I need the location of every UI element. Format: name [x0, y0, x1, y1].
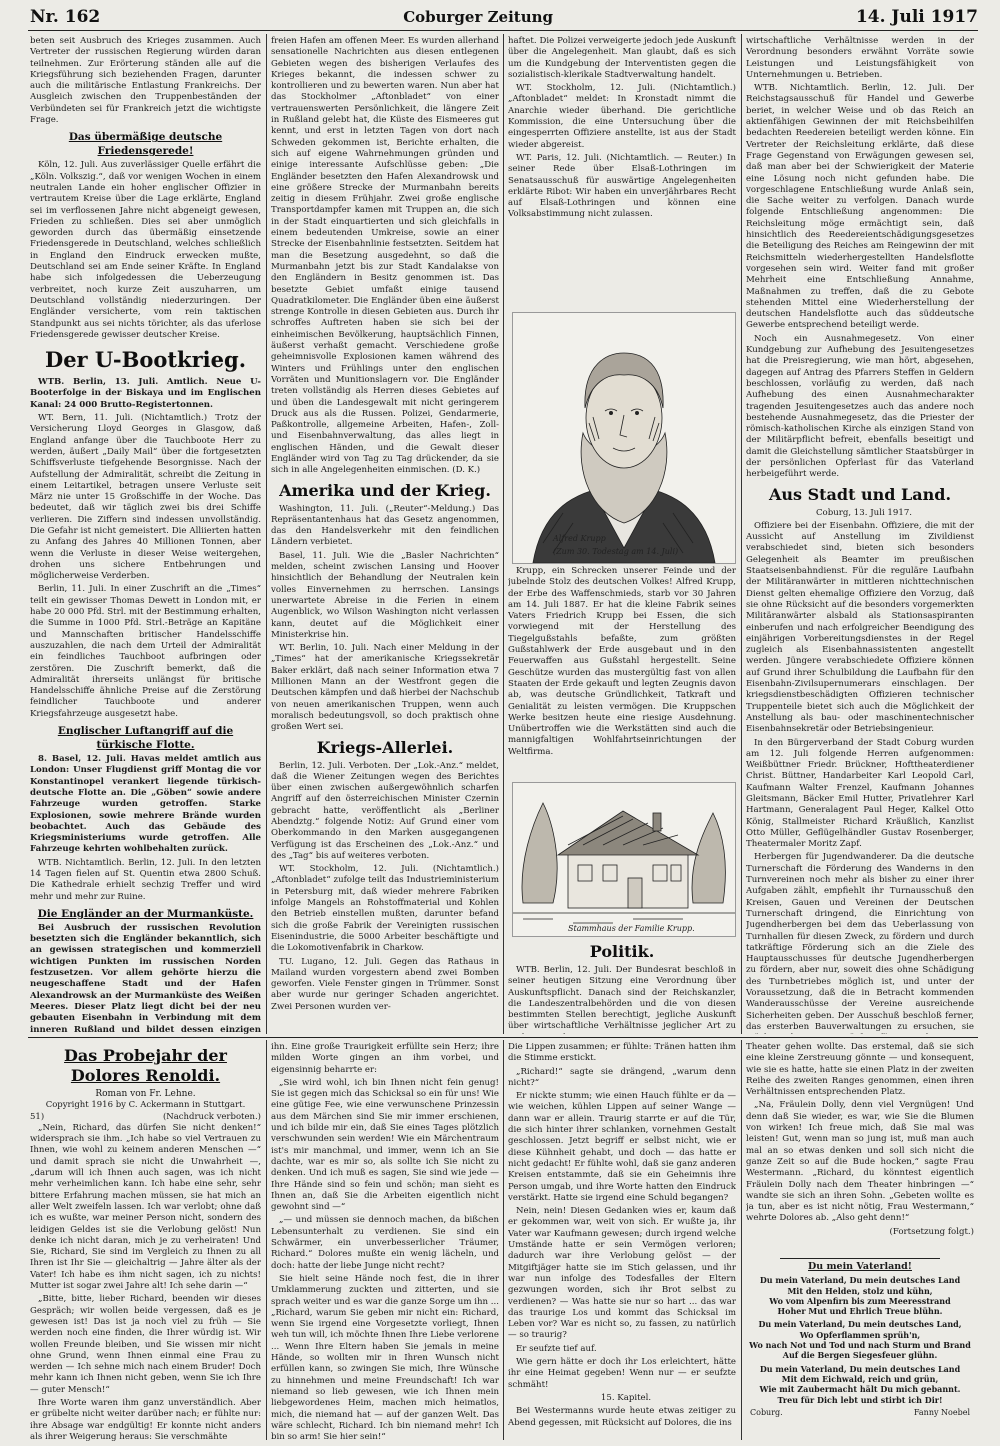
- poem-stanza: [746, 1364, 974, 1405]
- poem-line: Du mein Vaterland, Du mein deutsches Land: [759, 1363, 961, 1374]
- column-rule: [741, 1040, 742, 1440]
- article-text: Herbergen für Jugendwanderer. Da die deutsche Turnerschaft die Förderung des Wanderns in den Turnvereinen noch mehr als bisher zu einer ihrer Aufgaben zählt, empfiehlt ihr Turnausschuß den Kreisen, Gauen und Vereinen der Deutschen Turnerschaft dringend, die Einrichtung von Jugendherbergen bei dem das Ueberlassung von Turnhallen für diesen Zweck, zu fördern und durch tatkräftige Förderung sich an die Ziele des Hauptausschusses für deutsche Jugendherbergen zu fördern, aber nur, soweit dies ohne Schädigung des Turnbetriebes möglich ist, und unter der Voraussetzung, daß die in Betracht kommenden Wanderausschüsse der Vereine ausreichende Sicherheiten geben. Der Ausschuß beschloß ferner, das ersterben Bauverwaltungen zu ersuchen, sie: [746, 852, 974, 1032]
- poem-line: Wie mit Zaubermacht hält Du mich gebannt.: [759, 1384, 961, 1395]
- poem-line: Mit dem Eichwald, reich und grün,: [781, 1373, 939, 1384]
- headline-murmankueste: Die Engländer an der Murmanküste.: [37, 907, 254, 920]
- poem-line: Du mein Vaterland, Du mein deutsches Land,: [758, 1319, 962, 1330]
- article-text: In den Bürgerverband der Stadt Coburg wurden am 12. Juli folgende Herren aufgenommen: Weißbüttner Friedr. Brückner, Hofttheaterdiener Christ. Büttner, Handarbeiter Karl Leopold Carl, Kaufmann Walter Frenzel, Kaufmann Johannes Gleitsmann, Bäcker Emil Hutter, Privatlehrer Karl Hartmann, Generalagent Paul Heger, Kalkel Otto König, Stallmeister Richard Kräußlich, Kanzlist Otto Müller, Geflügelhändler Gustav Rosenberger, Theatermaler Moritz Zapf.: [746, 737, 974, 850]
- article-text: Offiziere bei der Eisenbahn. Offiziere, die mit der Aussicht auf Anstellung im Zivildienst verabschiedet sind, bieten sich besonders Gelegenheit als Beamter im preußischen Staatseisenbahndienst. Für die reguläre Laufbahn der Militäranwärter in mittleren nichttechnischen Dienst gelten ehemalige Offiziere den Vorzug, daß sie ohne Rücksicht auf die besonders vorgemerkten Militäranwärter alsbald als Stationsaspiranten einberufen und nach erfolgreicher Beendigung des einjährigen Vorbereitungsdienstes in der Regel zugleich als Eisenbahnassistenten angestellt werden. Jüngere verabschiedete Offiziere können auf Grund ihrer Schulbildung die Laufbahn für den Eisenbahn-Zivilsupernumerars einschlagen. Der kriegsdienstbeschädigten Offizieren technischer Truppenteile bietet sich auch die Möglichkeit der Anstellung als bau- oder maschinentechnischer Eisenbahnsekretär oder Betriebsingenieur.: [746, 520, 974, 735]
- poem-author: Fanny Noebel: [913, 1407, 970, 1417]
- article-text: beten seit Ausbruch des Krieges zusammen. Auch Vertreter der russischen Regierung würden daran teilnehmen. Zur Erörterung ständen alle auf die Kriegsführung sich beziehenden Fragen, darunter auch die militärische Entlastung Frankreichs. Der Ausgleich zwischen den Truppenbeständen der Verbündeten sei für Frankreich jetzt die wichtigste Frage.: [30, 36, 261, 126]
- masthead-rule: [28, 30, 978, 31]
- article-text: WT. Stockholm, 12. Juli. (Nichtamtlich.) „Aftonbladet“ zufolge teilt das Industrieministerium in Petersburg mit, daß wieder mehrere Fabriken infolge Mangels an Rohstoffmaterial und Kohlen den Betrieb einstellen mußten, darunter befand sich die große Fabrik der Vereinigten russischen Eisenindustrie, die 5000 Arbeiter beschäftigte und die Lokomotivenfabrik in Charkow.: [271, 864, 499, 954]
- article-text: freien Hafen am offenen Meer. Es wurden allerhand sensationelle Nachrichten aus diesen entlegenen Gebieten wegen des bisherigen Verlaufes des Krieges bekannt, die indessen schwer zu kontrollieren und zu bewerten waren. Nun aber hat das Stockholmer „Aftonbladet“ von einer vertrauenswerten Persönlichkeit, die längere Zeit in Rußland gelebt hat, die Küste des Eismeeres gut kennt, und erst in letzten Tagen von dort nach Schweden gekommen ist, Berichte erhalten, die sich auf eigene Wahrnehmungen gründen und einige interessante Aufschlüsse geben: „Die Engländer besetzten den Hafen Alexandrowsk und eine größere Strecke der Murmanbahn bereits zeitig in diesem Frühjahr. Zwei große englische Transportdampfer kamen mit Truppen an, die sich in der Stadt einquartierten und sich gleichfalls in einem bedeutenden Umkreise, sowie an einer Strecke der Eisenbahnlinie festsetzten. Seitdem hat man die Besetzung ausgedehnt, so daß die Murmanbahn jetzt bis zur Stadt Kandalakse von den Engländern in Besitz genommen ist. Das besetzte Gebiet umfaßt einige tausend Quadratkilometer. Die Engländer üben eine äußerst strenge Kontrolle in diesen Gebieten aus. Durch ihr schroffes Auftreten haben sie sich bei der einheimischen Bevölkerung, hauptsächlich Finnen, äußerst verhaßt gemacht. Verschiedene große geheimnisvolle Explosionen kamen während des Winters und Frühlings unter den englischen Vorräten und Munitionslagern vor. Die Engländer treten vollständig als Herren dieses Gebietes auf und üben die Landesgewalt mit nicht geringerem Druck aus als die Russen. Polizei, Gendarmerie, Paßkontrolle, allgemeine Arbeiten, Hafen-, Zoll- und Eisenbahnverwaltung, das alles liegt in englischen Händen, und die Gewalt dieser Engländer wird von Tag zu Tag drückender, da sie sich in alle Angelegenheiten einmischen. (D. K.): [271, 36, 499, 476]
- column-rule: [266, 34, 267, 1034]
- krupp-house-illustration: [512, 782, 736, 937]
- novel-text: Er seufzte tief auf.: [516, 1343, 597, 1354]
- masthead: [30, 6, 978, 28]
- novel-installment: 51): [30, 1111, 45, 1122]
- headline-amerika: Amerika und der Krieg.: [279, 480, 491, 500]
- poem-line: Treu für Dich lebt und stirbt ich Dir!: [777, 1394, 943, 1405]
- column-2: [271, 36, 499, 1034]
- article-text: Noch ein Ausnahmegesetz. Von einer Kundgebung zur Aufhebung des Jesuitengesetzes hat die Preisregierung, wie man hört, abgesehen, dagegen auf Antrag des Pfarrers Steffen in Geldern beschlossen, vorläufig zu werden, daß nach Aufhebung des einen Ausnahmecharakter tragenden Jesuitengesetzes auch das andere noch bestehende Ausnahmegesetz, das die Priester der römisch-katholischen Kirche als einzigen Stand von der Militärpflicht befreit, ebenfalls beseitigt und damit die Gleichstellung sämtlicher Staatsbürger in der persönlichen Opferlast für das Vaterland herbeigeführt werde.: [746, 333, 974, 480]
- article-text: Krupp, ein Schrecken unserer Feinde und der jubelnde Stolz des deutschen Volkes! Alfred Krupp, der Erbe des Waffenschmieds, starb vor 30 Jahren am 14. Juli 1887. Er hat die kleine Fabrik seines Vaters Friedrich Krupp bei Essen, die sich vorwiegend mit der Herstellung des Tiegelgußstahls befaßte, zum größten Gußstahlwerk der Erde ausgebaut und in den Feuerwaffen aus Gußstahl hergestellt. Seine Geschütze wurden das mustergültig fast von allen Staaten der Erde gekauft und legten Zeugnis davon ab, was deutsche Gründlichkeit, Tatkraft und Genialität zu leisten vermögen. Die Kruppschen Werke besitzen heute eine riesige Ausdehnung. Unübertroffen wie die Werkstätten sind auch die mannigfaltigen Wohlfahrtseinrichtungen der Weltfirma.: [508, 566, 736, 757]
- novel-text: „Bitte, bitte, lieber Richard, beenden wir dieses Gespräch; wir wollen beide vergessen, daß es je gewesen ist! Das ist ja noch viel zu früh — Sie werden noch eine finden, die Ihrer würdig ist. Wir wollen Freunde bleiben, und Sie wissen mir nicht ohne Grund, wenn Ihnen einmal eine Frau zu werden — Ich sehne mich nach einem Bruder! Doch mehr kann ich Ihnen nicht geben, wenn Sie ich Ihre — guter Mensch!“: [30, 1294, 261, 1395]
- poem-line: Wo nach Not und Tod und nach Sturm und Brand: [749, 1340, 971, 1351]
- novel-column-1: [30, 1042, 261, 1442]
- column-4: [746, 36, 974, 1034]
- portrait-drawing: [513, 313, 735, 563]
- novel-text: Nein, nein! Diesen Gedanken wies er, kaum daß er gekommen war, weit von sich. Er wußte ja, ihr Vater war Kaufmann gewesen; durch irgend welche Umstände hatte er sein Vermögen verloren; dadurch war ihre Verlobung gelöst — der Mitgiftjäger hatte sie im Stich gelassen, und ihr war nun infolge des Todesfalles der Eltern gezwungen worden, sich ihr Brot selbst zu verdienen? — Was hatte sie nur so hart ... das war das traurige Los und kommt das Schicksal im Leben vor? War es nicht so, zu fassen, zu natürlich — so traurig?: [508, 1206, 736, 1341]
- headline-friedensgerede: Das übermäßige deutsche Friedensgerede!: [68, 131, 223, 158]
- article-text: WTB. Nichtamtlich. Berlin, 12. Juli. Der Reichstagsausschuß für Handel und Gewerbe beriet, in welcher Weise und ob das Reich an aktienfähigen Gewinnen der mit Reichsbeihilfen bedachten Reedereien beteiligt werden könne. Ein Vertreter der Reichsleitung erklärte, daß diese Frage Gegenstand von Erwägungen gewesen sei, daß man aber bei der Schwierigkeit der Materie eine Lösung noch nicht gefunden habe. Die vorgeschlagene Entschließung wurde Anlaß sein, die Sache weiter zu verfolgen. Danach wurde folgende Entschließung angenommen: Die Reichsleitung möge ermächtigt sein, daß hinsichtlich des Reedereientschädigungsgesetzes die Beteiligung des Reiches am Reingewinn der mit Reichsmitteln wiederhergestellten Handelsflotte vorgesehen sein wird. Weiter fand mit großer Mehrheit eine Entschließung Annahme, Maßnahmen zu treffen, daß die zu Gebote stehenden Mittel eine Wiederherstellung der deutschen Handelsflotte auch das süddeutsche Gewerbe entsprechend beteiligt werde.: [746, 83, 974, 331]
- article-text: WT. Bern, 11. Juli. (Nichtamtlich.) Trotz der Versicherung Lloyd Georges in Glasgow, daß England anfange über die Tauchboote Herr zu werden, äußert „Daily Mail“ über die fortgesetzten Schiffsverluste tiefgehende Besorgnisse. Nach der Aufstellung der Admiralität, schreibt die Zeitung in einem Leitartikel, betragen unsere Verluste seit März nie unter 15 Großschiffe in der Woche. Das bedeutet, daß wir täglich zwei bis drei Schiffe verlieren. Die Ziffern sind indessen unvollständig. Die Gefahr ist nicht gemeistert. Die Alliierten hatten zu Anfang des Jahres 40 Millionen Tonnen, aber wenn die Verluste in dieser Weise weitergehen, drohen uns sichere Entbehrungen und möglicherweise Verderben.: [30, 413, 261, 582]
- headline-kriegs-allerlei: Kriegs-Allerlei.: [316, 737, 454, 757]
- feuilleton-rule: [28, 1037, 978, 1038]
- poem-line: Wo Opferflammen sprüh'n,: [799, 1329, 921, 1340]
- poem-place: Coburg.: [750, 1407, 783, 1417]
- column-3-middle: [508, 566, 736, 778]
- article-text: WTB. Berlin, 13. Juli. Amtlich. Neue U-Booterfolge in der Biskaya und im Englischen Kanal: 24 000 Brutto-Registertonnen.: [30, 377, 261, 410]
- headline-politik: Politik.: [589, 942, 655, 961]
- issue-date: 14. Juli 1917: [855, 7, 978, 27]
- novel-text: „Na, Fräulein Dolly, denn viel Vergnügen! Und denn daß Sie wieder, es war, wie Sie die Blumen von wirken! Ich freue mich, daß Sie mal was leisten! Gut, wenn man so jung ist, muß man auch mal an so etwas denken und soll sich nicht die ganze Zeit so auf die Bude hocken,“ sagte Frau Westermann. „Richard, du könntest eigentlich Fräulein Dolly nach dem Theater hinbringen —“ wandte sie sich an ihren Sohn. „Gebeten wollte es ja tun, aber es ist nicht nötig, Frau Westermann,“ wehrte Dolores ab. „Also geht denn!“: [746, 1100, 974, 1224]
- novel-text: Theater gehen wollte. Das erstemal, daß sie sich eine kleine Zerstreuung gönnte — und konsequent, wie sie es hatte, hatte sie einen Platz in der zweiten Reihe des zweiten Ranges genommen, einen ihren Verhältnissen entsprechenden Platz.: [746, 1042, 974, 1098]
- novel-subtitle: Roman von Fr. Lehne.: [95, 1089, 196, 1099]
- headline-stadt-und-land: Aus Stadt und Land.: [768, 484, 952, 504]
- column-3-top: [508, 36, 736, 306]
- novel-text: „Sie wird wohl, ich bin Ihnen nicht fein genug! Sie ist gegen mich das Schicksal so ein für uns! Wie eine gütige Fee, wie eine verwunschene Prinzessin aus dem Märchen sind Sie mir immer erschienen, und ich bilde mir ein, daß Sie eines Tages plötzlich verschwunden sein werden! Wie ein Märchentraum ist's mir manchmal, und immer, wenn ich an Sie dachte, war es mir so, als sollte ich Sie nicht zu denken. Und ich muß es sagen, Sie sind wie jede — Ihre Hände sind so fein und schön; man sieht es Ihnen an, daß Sie die Arbeiten eigentlich nicht gewohnt sind —“: [271, 1077, 499, 1213]
- novel-continued: (Fortsetzung folgt.): [889, 1226, 974, 1237]
- poem-rule: [780, 1258, 940, 1259]
- column-3-bottom: [508, 938, 736, 1034]
- novel-reprint-note: (Nachdruck verboten.): [162, 1111, 261, 1122]
- novel-text: Bei Westermanns wurde heute etwas zeitiger zu Abend gegessen, mit Rücksicht auf Dolores, die ins: [508, 1406, 736, 1428]
- column-rule: [266, 1040, 267, 1440]
- novel-copyright: Copyright 1916 by C. Ackermann in Stuttgart.: [45, 1100, 246, 1111]
- dateline: Coburg, 13. Juli 1917.: [815, 507, 913, 518]
- article-text: Berlin, 11. Juli. In einer Zuschrift an die „Times“ teilt ein gewisser Thomas Dewett in London mit, er habe 20 000 Pfd. Strl. mit der Bestimmung erhalten, die Summe in 1000 Pfd. Strl.-Beträge an Kapitäne und Mannschaften britischer Handelsschiffe auszuzahlen, die nach dem Urteil der Admiralität ein feindliches Tauchboot aufbringen oder zerstören. Die Zuschrift bemerkt, daß die Admiralität ihrerseits unlängst für britische Handelsschiffe ähnliche Preise auf die Zerstörung feindlicher Tauchboote und anderer Kriegsfahrzeuge ausgesetzt habe.: [30, 584, 261, 719]
- house-caption: Stammhaus der Familie Krupp.: [568, 924, 695, 933]
- article-text: WTB. Berlin, 12. Juli. Der Bundesrat beschloß in seiner heutigen Sitzung eine Verordnung über Auskunftspflicht. Danach sind der Reichskanzler, die Landeszentralbehörden und die von diesen bestimmten Stellen berechtigt, jegliche Auskunft über wirtschaftliche Verhältnisse jeglicher Art zu: [508, 965, 736, 1032]
- krupp-portrait: [512, 312, 736, 564]
- article-text: Bei Ausbruch der russischen Revolution besetzten sich die Engländer bekanntlich, sich an gewissen strategischen und kommerziell wichtigen Punkten im russischen Norden festzusetzen. Vor allem gehörte hierzu die neugeschaffene Stadt und der Hafen Alexandrowsk an der Murmanküste des Weißen Meeres. Dieser Platz liegt dicht bei der neu gebauten Eisenbahn in Verbindung mit dem inneren Rußland und bildet dessen einzigen: [30, 922, 261, 1034]
- column-1: [30, 36, 261, 1034]
- column-rule: [741, 34, 742, 1034]
- novel-text: Er nickte stumm; wie einen Hauch fühlte er da — wie weichen, kühlen Lippen auf seiner Wange — dann war er allein. Traurig starrte er auf die Tür, die sich hinter ihrer schlanken, vornehmen Gestalt geschlossen. Jetzt begriff er selbst nicht, wie er diese Kühnheit gehabt, und doch — das hatte er nicht gedacht! Er fühlte wohl, daß sie ganz anderen Kreisen entstammte, daß sie ein Geheimnis ihre Person umgab, und ihre Worte hatten den Eindruck verstärkt. Hatte sie irgend eine Schuld begangen?: [508, 1091, 736, 1203]
- novel-text: Die Lippen zusammen; er fühlte: Tränen hatten ihm die Stimme erstickt.: [508, 1042, 736, 1064]
- poem-stanza: [746, 1275, 974, 1316]
- novel-column-3: [508, 1042, 736, 1442]
- novel-text: Ihre Worte waren ihm ganz unverständlich. Aber er grübelte nicht weiter darüber nach; er fühlte nur: ihre Absage war endgültig! Er konnte nicht anders als ihrer Weigerung heraus: Sie verschmähte: [30, 1398, 261, 1442]
- novel-text: Wie gern hätte er doch ihr Los erleichtert, hätte ihr eine Heimat gegeben! Wenn nur — er seufzte schmäht!: [508, 1357, 736, 1390]
- issue-number: Nr. 162: [30, 7, 101, 27]
- poem-line: Mit den Helden, stolz und kühn,: [787, 1285, 933, 1296]
- article-text: 8. Basel, 12. Juli. Havas meldet amtlich aus London: Unser Flugdienst griff Montag die vor Konstantinopel verankert liegende türkisch-deutsche Flotte an. Die „Göben“ sowie andere Fahrzeuge wurden getroffen. Starke Explosionen, sowie mehrere Brände wurden beobachtet. Auch das Gebäude des Kriegsministeriums wurde getroffen. Alle Fahrzeuge kehrten wohlbehalten zurück.: [30, 754, 261, 855]
- poem: [746, 1262, 974, 1442]
- novel-text: „Richard!“ sagte sie drängend, „warum denn nicht?“: [508, 1066, 736, 1088]
- poem-line: Hoher Mut und Ehrlich Treue blühn.: [777, 1306, 943, 1317]
- novel-title: Das Probejahr der Dolores Renoldi.: [64, 1046, 227, 1085]
- article-text: Basel, 11. Juli. Wie die „Basler Nachrichten“ melden, scheint zwischen Lansing und Hoover hinsichtlich der Behandlung der Neutralen kein volles Einvernehmen zu herrschen. Lansings unerwartete Abreise in die Ferien in einem Augenblick, wo Wilson Washington nicht verlassen kann, deutet auf die Möglichkeit einer Ministerkrise hin.: [271, 550, 499, 640]
- article-text: wirtschaftliche Verhältnisse werden in der Verordnung besonders erwähnt Vorräte sowie Leistungen und Leistungsfähigkeit von Unternehmungen u. Betrieben.: [746, 36, 974, 80]
- headline-u-bootkrieg: Der U-Bootkrieg.: [44, 347, 247, 373]
- poem-title: Du mein Vaterland!: [808, 1262, 912, 1272]
- house-drawing: [513, 783, 735, 936]
- column-rule: [503, 1040, 504, 1440]
- newspaper-title: Coburger Zeitung: [403, 8, 554, 26]
- article-text: WTB. Nichtamtlich. Berlin, 12. Juli. In den letzten 14 Tagen fielen auf St. Quentin etwa 2800 Schuß. Die Kathedrale erhielt sechzig Treffer und wird mehr und mehr zur Ruine.: [30, 857, 261, 902]
- article-text: TU. Lugano, 12. Juli. Gegen das Rathaus in Mailand wurden vorgestern abend zwei Bomben geworfen. Viele Fenster gingen in Trümmer. Sonst aber wurde nur geringer Schaden angerichtet. Zwei Personen wurden ver-: [271, 956, 499, 1012]
- article-text: Köln, 12. Juli. Aus zuverlässiger Quelle erfährt die „Köln. Volkszig.“, daß vor wenigen Wochen in einem neutralen Lande ein hoher englischer Offizier in vertrautem Kreise über die Lage erklärte, England sei im verflossenen Jahre nicht abgeneigt gewesen, Frieden zu schließen. Dies sei aber unmöglich geworden durch das übermäßig einsetzende Friedensgerede in Deutschland, welches schließlich in England den Eindruck erwecken mußte, Deutschland sei am Ende seiner Kräfte. In England habe sich infolgedessen die Ueberzeugung verbreitet, noch kurze Zeit auszuharren, um Deutschland vollständig niederzuringen. Der Engländer versicherte, vom rein taktischen Standpunkt aus sei nichts törichter, als das uferlose Friedensgerede gewisser deutscher Kreise.: [30, 160, 261, 340]
- article-text: haftet. Die Polizei verweigerte jedoch jede Auskunft über die Angelegenheit. Man glaubt, daß es sich um die Kundgebung der Interventisten gegen die sozialistisch-klerikale Stadtverwaltung handelt.: [508, 36, 736, 80]
- chapter-heading: 15. Kapitel.: [600, 1392, 652, 1403]
- poem-line: Du mein Vaterland, Du mein deutsches Land: [759, 1275, 961, 1286]
- headline-luftangriff: Englischer Luftangriff auf die türkische Flotte.: [57, 725, 234, 752]
- portrait-caption-sub: (Zum 30. Todestag am 14. Juli): [553, 547, 679, 556]
- article-text: WT. Paris, 12. Juli. (Nichtamtlich. — Reuter.) In seiner Rede über Elsaß-Lothringen im Senatsausschuß für auswärtige Angelegenheiten erklärte Ribot: Wir haben ein unverjährbares Recht auf Elsaß-Lothringen und können eine Volksabstimmung nicht zulassen.: [508, 152, 736, 220]
- column-rule: [503, 34, 504, 1034]
- portrait-caption: Alfred Krupp: [553, 534, 606, 543]
- novel-text: ihn. Eine große Traurigkeit erfüllte sein Herz; ihre milden Worte gingen an ihm vorbei, und eigensinnig beharrte er:: [271, 1042, 499, 1075]
- poem-line: Auf die Bergen Siegesfeuer glühn.: [782, 1350, 938, 1361]
- poem-stanza: [746, 1319, 974, 1360]
- novel-text: „Nein, Richard, das dürfen Sie nicht denken!“ widersprach sie ihm. „Ich habe so viel Vertrauen zu Ihnen, wie wohl zu keinem anderen Menschen —“ und damit sprach sie nicht die Unwahrheit —, „darum will ich Ihnen auch sagen, was ich nicht mehr verheimlichen kann. Ich habe eine sehr, sehr bittere Erfahrung machen müssen, sie hat mich an aller Welt zweifeln lassen. Ich war verlobt; ohne daß ich es wußte, war meiner Person nicht, sondern des leidigen Geldes ist sie die Verlobung gelöst! Nun denke ich nicht daran, mich je zu verheiraten! Und Sie, Richard, Sie sind im Vergleich zu Ihnen zu all Ihren ist Ihr Sie — gleichaltrig — Jahre älter als der Vater! Ich habe es ihm nicht sagen, ich zu nichts! Mutter ist sogar zwei Jahre alt! Ich sehe darin —“: [30, 1122, 261, 1292]
- novel-text: Sie hielt seine Hände noch fest, die in ihrer Umklammerung zuckten und zitterten, und sie sprach weiter und es war die ganze Sorge um ihn ... „Richard, warum Sie geben mir nicht ein: Richard, wenn Sie irgend eine Vorgesetzte vorliegt, Ihnen weh tun will, ich möchte Ihnen Ihre Liebe verlorene ... Wenn Ihre Eltern haben Sie jemals in meine Hände, so wollten mir in Ihren Wunsch nicht erfüllen kann, so zwingen Sie mich, Ihre Wünsche zu hinnehmen und meine Freundschaft! Ich war niemand so lieb gewesen, wie ich Ihnen mein liebgewordenes Heim, machen mich heimatlos, mich, die niemand hat — auf der ganzen Welt. Das wäre schlecht, Richard. Ich bin niemand mehr! Ich bin so arm! Sie hier sein!“: [271, 1273, 499, 1442]
- novel-text: „— und müssen sie dennoch machen, da bißchen Lebensunterhalt zu verdienen. Sie sind ein Schwärmer, ein unverbesserlicher Träumer, Richard.“ Dolores mußte ein wenig lächeln, und doch: hatte der liebe Junge nicht recht?: [271, 1215, 499, 1271]
- article-text: WT. Stockholm, 12. Juli. (Nichtamtlich.) „Aftonbladet“ meldet: In Kronstadt nimmt die Anarchie wieder überhand. Die gerichtliche Kommission, die eine Untersuchung über die eingesperrten Offiziere anstellte, ist aus der Stadt wieder abgereist.: [508, 83, 736, 150]
- article-text: Berlin, 12. Juli. Verboten. Der „Lok.-Anz.“ meldet, daß die Wiener Zeitungen wegen des Berichtes über einen zwischen außergewöhnlich scharfen Angriff auf den österreichischen Minister Czernin gebracht hatte, veröffentlicht als „Berliner Abendztg.“ folgende Notiz: Auf Grund einer vom Oberkommando in den Marken ausgegangenen Verfügung ist das Erscheinen des „Lok.-Anz.“ und des „Tag“ bis auf weiteres verboten.: [271, 760, 499, 861]
- novel-column-4: [746, 1042, 974, 1257]
- novel-column-2: [271, 1042, 499, 1442]
- poem-line: Wo vom Alpenfirn bis zum Meeresstrand: [769, 1295, 951, 1306]
- article-text: Washington, 11. Juli. („Reuter“-Meldung.) Das Repräsentantenhaus hat das Gesetz angenommen, das den Handelsverkehr mit den feindlichen Ländern verbietet.: [271, 503, 499, 548]
- article-text: WT. Berlin, 10. Juli. Nach einer Meldung in der „Times“ hat der amerikanische Kriegssekretär Baker erklärt, daß nach seiner Information etwa 7 Millionen Mann an der Westfront gegen die Deutschen kämpfen und daß hierbei der Nachschub von neuen amerikanischen Truppen, wenn auch moralisch bedeutungsvoll, so doch praktisch ohne großen Wert sei.: [271, 643, 499, 733]
